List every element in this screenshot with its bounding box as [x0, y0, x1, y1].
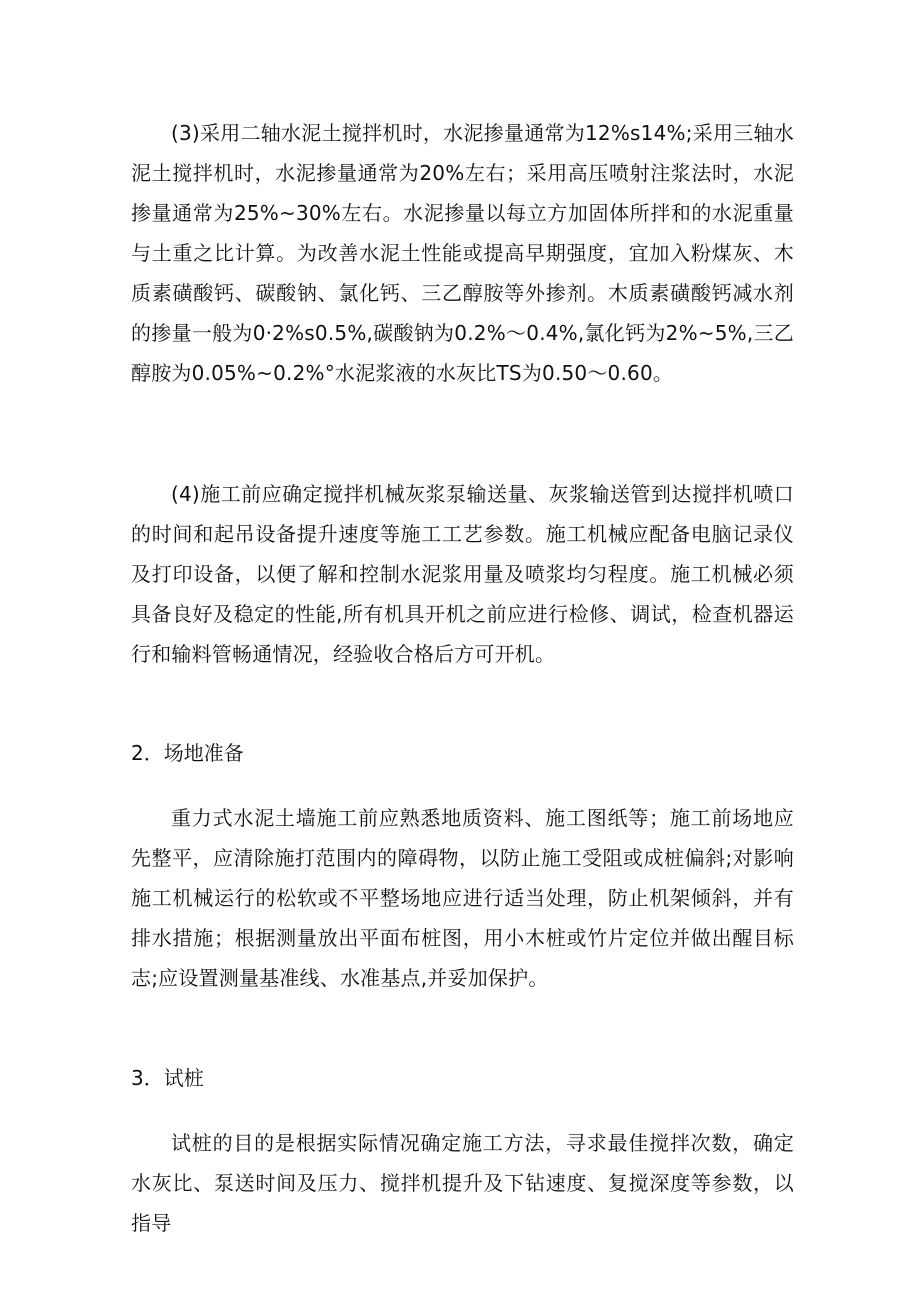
paragraph-test-pile: 试桩的目的是根据实际情况确定施工方法，寻求最佳搅拌次数，确定水灰比、泵送时间及压力、搅拌机提升及下钻速度、复搅深度等参数，以指导	[131, 1131, 794, 1235]
section-heading-site-preparation: 2．场地准备	[131, 741, 244, 765]
section-heading-test-pile: 3．试桩	[131, 1066, 204, 1090]
paragraph-site-preparation: 重力式水泥土墙施工前应熟悉地质资料、施工图纸等；施工前场地应先整平，应清除施打范围内的障碍物，以防止施工受阻或成桩偏斜;对影响施工机械运行的松软或不平整场地应进行适当处理，防止机架倾斜，并有排水措施；根据测量放出平面布桩图，用小木桩或竹片定位并做出醒目标志;应设置测量基准线、水准基点,并妥加保护。	[131, 806, 794, 990]
paragraph-cement-dosage: (3)采用二轴水泥土搅拌机时，水泥掺量通常为12%s14%;采用三轴水泥土搅拌机时，水泥掺量通常为20%左右；采用高压喷射注浆法时，水泥掺量通常为25%~30%左右。水泥掺量以每立方加固体所拌和的水泥重量与土重之比计算。为改善水泥土性能或提高早期强度，宜加入粉煤灰、木质素磺酸钙、碳酸钠、氯化钙、三乙醇胺等外掺剂。木质素磺酸钙减水剂的掺量一般为0·2%s0.5%,碳酸钠为0.2%〜0.4%,氯化钙为2%~5%,三乙醇胺为0.05%~0.2%°水泥浆液的水灰比TS为0.50〜0.60。	[131, 121, 794, 385]
paragraph-construction-parameters: (4)施工前应确定搅拌机械灰浆泵输送量、灰浆输送管到达搅拌机喷口的时间和起吊设备提升速度等施工工艺参数。施工机械应配备电脑记录仪及打印设备，以便了解和控制水泥浆用量及喷浆均匀程度。施工机械必须具备良好及稳定的性能,所有机具开机之前应进行检修、调试，检查机器运行和输料管畅通情况，经验收合格后方可开机。	[131, 482, 794, 666]
